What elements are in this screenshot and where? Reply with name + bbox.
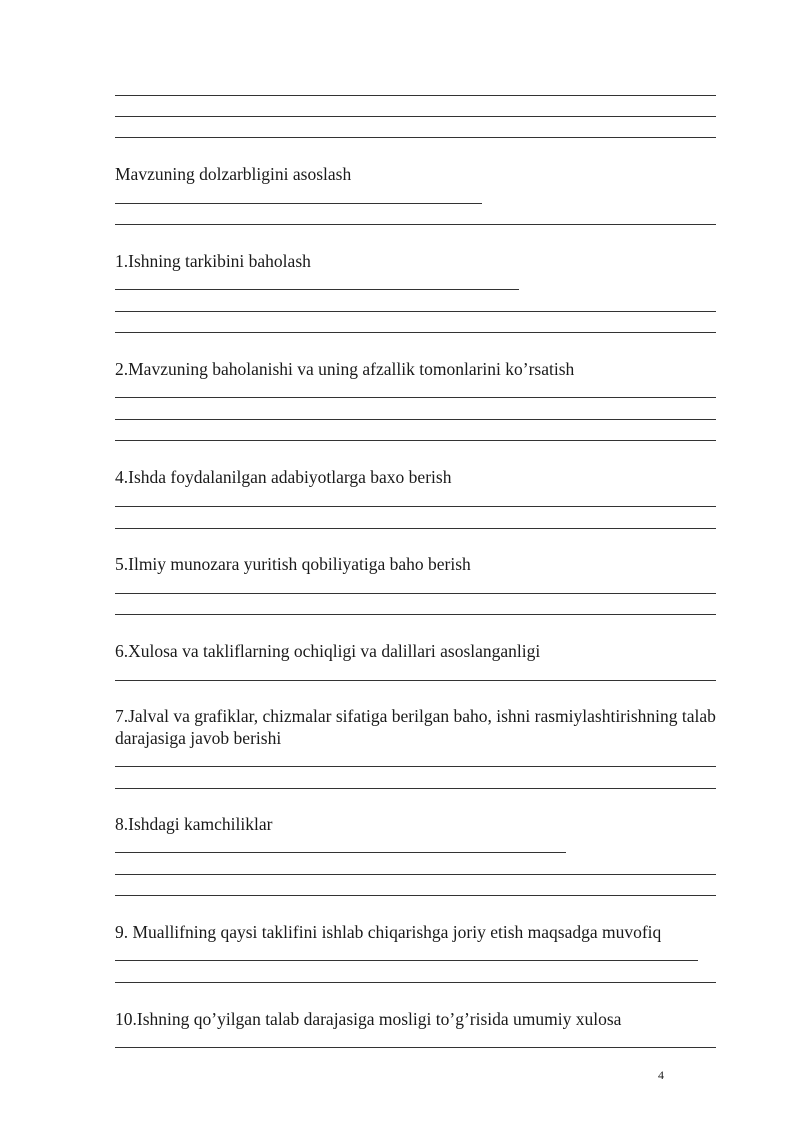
section-heading: 8.Ishdagi kamchiliklar: [115, 814, 273, 834]
answer-line[interactable]: [115, 895, 716, 896]
answer-line[interactable]: [115, 506, 716, 507]
answer-line[interactable]: [115, 528, 716, 529]
answer-line[interactable]: [115, 137, 716, 138]
section-heading: 7.Jalval va grafiklar, chizmalar sifatiga berilgan baho, ishni rasmiylashtirishning talab darajasiga javob berishi: [115, 706, 716, 748]
section-heading: 10.Ishning qo’yilgan talab darajasiga mosligi to’g’risida umumiy xulosa: [115, 1009, 622, 1029]
section-heading: 5.Ilmiy munozara yuritish qobiliyatiga baho berish: [115, 554, 471, 574]
page-number: 4: [658, 1068, 664, 1082]
answer-line[interactable]: [115, 874, 716, 875]
answer-line[interactable]: [115, 614, 716, 615]
section-heading: 1.Ishning tarkibini baholash: [115, 251, 311, 271]
answer-line[interactable]: [115, 1047, 716, 1048]
answer-line[interactable]: [115, 397, 716, 398]
answer-line[interactable]: [115, 116, 716, 117]
answer-line[interactable]: [115, 311, 716, 312]
answer-line[interactable]: [115, 440, 716, 441]
answer-line[interactable]: [115, 224, 716, 225]
section-heading: 4.Ishda foydalanilgan adabiyotlarga baxo berish: [115, 467, 452, 487]
section-heading: 2.Mavzuning baholanishi va uning afzallik tomonlarini ko’rsatish: [115, 359, 575, 379]
section-heading: 6.Xulosa va takliflarning ochiqligi va dalillari asoslanganligi: [115, 641, 541, 661]
section-heading: 9. Muallifning qaysi taklifini ishlab chiqarishga joriy etish maqsadga muvofiq: [115, 922, 662, 942]
answer-line[interactable]: [115, 203, 482, 204]
answer-line[interactable]: [115, 332, 716, 333]
answer-line[interactable]: [115, 289, 519, 290]
answer-line[interactable]: [115, 680, 716, 681]
section-heading: Mavzuning dolzarbligini asoslash: [115, 164, 352, 184]
answer-line[interactable]: [115, 419, 716, 420]
answer-line[interactable]: [115, 982, 716, 983]
answer-line[interactable]: [115, 95, 716, 96]
answer-line[interactable]: [115, 593, 716, 594]
answer-line[interactable]: [115, 788, 716, 789]
answer-line[interactable]: [115, 766, 716, 767]
answer-line[interactable]: [115, 852, 566, 853]
answer-line[interactable]: [115, 960, 698, 961]
